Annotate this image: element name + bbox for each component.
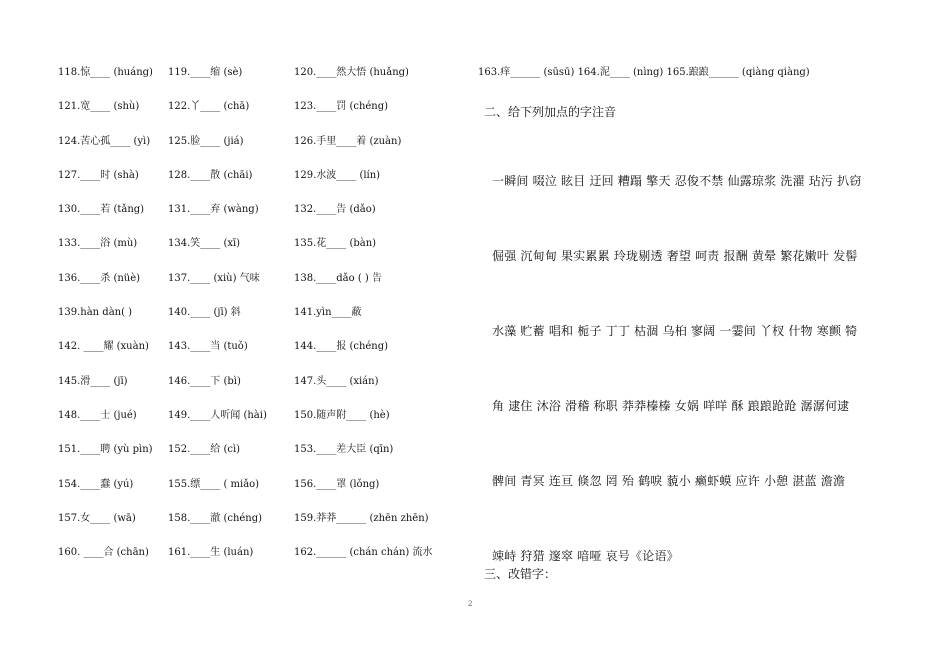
exercise-item: 151.____聘 (yù pìn) xyxy=(58,444,153,456)
exercise-item: 136.____杀 (nüè) xyxy=(58,272,141,284)
exercise-item: 122.丫____ (chā) xyxy=(168,101,250,113)
character-line: 一瞬间 啜泣 眩目 迂回 糟蹋 擎天 忍俊不禁 仙露琼浆 洗濯 玷污 扒窃 xyxy=(492,174,862,188)
exercise-row xyxy=(58,512,478,546)
exercise-item: 156.____罩 (lǒng) xyxy=(294,478,380,490)
right-column xyxy=(478,66,898,581)
exercise-item: 132.____告 (dǎo) xyxy=(294,204,376,216)
exercise-row xyxy=(58,66,478,100)
exercise-row xyxy=(58,203,478,237)
exercise-row xyxy=(58,135,478,169)
exercise-item: 158.____澈 (chéng) xyxy=(168,512,263,524)
exercise-item: 153.____差大臣 (qīn) xyxy=(294,444,394,456)
left-column xyxy=(58,66,478,580)
character-line: 角 逮住 沐浴 滑稽 称职 莽莽榛榛 女娲 咩咩 酥 踉踉跄跄 潺潺何逮 xyxy=(492,399,850,413)
exercise-row xyxy=(58,306,478,340)
exercise-item: 142. ____耀 (xuàn) xyxy=(58,341,149,353)
exercise-item: 144.____报 (chéng) xyxy=(294,341,389,353)
exercise-item: 130.____若 (tǎng) xyxy=(58,204,145,216)
exercise-item: 127.____时 (shà) xyxy=(58,169,139,181)
exercise-item: 129.水波____ (lín) xyxy=(294,169,381,181)
exercise-row xyxy=(58,546,478,580)
exercise-item: 145.滑____ (jī) xyxy=(58,375,128,387)
exercise-item: 119.____缩 (sè) xyxy=(168,67,243,78)
exercise-item: 154.____蠢 (yú) xyxy=(58,478,134,490)
exercise-item: 128.____散 (chāi) xyxy=(168,169,253,181)
exercise-item: 125.脸____ (jiá) xyxy=(168,135,244,147)
exercise-item: 147.头____ (xián) xyxy=(294,375,379,387)
exercise-item: 133.____浴 (mù) xyxy=(58,238,138,250)
pinyin-character-list xyxy=(492,144,892,594)
exercise-row xyxy=(58,478,478,512)
exercise-item: 143.____当 (tuǒ) xyxy=(168,341,248,353)
exercise-row xyxy=(58,237,478,271)
character-line: 水藻 贮蓄 唱和 栀子 丁丁 枯涸 乌桕 寥阔 一霎间 丫杈 什物 寒颤 犄 xyxy=(492,324,858,338)
exercise-item: 139.hàn dàn( ) xyxy=(58,307,133,319)
exercise-item: 135.花____ (bàn) xyxy=(294,238,377,250)
character-line: 竦峙 狩猎 邃窣 喑哑 哀号《论语》 xyxy=(492,549,679,563)
exercise-item: 160. ____合 (chān) xyxy=(58,547,149,559)
exercise-item: 146.____下 (bì) xyxy=(168,375,241,387)
exercise-item: 138.____dǎo ( ) 告 xyxy=(294,272,382,284)
exercise-item: 140.____ (jī) 斜 xyxy=(168,307,241,319)
section-2-title: 二、给下列加点的字注音 xyxy=(484,105,617,119)
exercise-item: 124.苦心孤____ (yì) xyxy=(58,135,151,147)
character-line: 髀间 青冥 连亘 倏忽 罔 殆 鹤唳 藐小 癞虾蟆 应许 小憩 湛蓝 澹澹 xyxy=(492,474,846,488)
exercise-item: 161.____生 (luán) xyxy=(168,547,254,559)
exercise-item: 123.____罚 (chéng) xyxy=(294,101,389,113)
exercise-item: 148.____士 (jué) xyxy=(58,409,137,421)
exercise-item: 149.____人听闻 (hài) xyxy=(168,409,267,421)
exercise-item: 120.____然大悟 (huǎng) xyxy=(294,67,409,78)
exercise-item: 121.宽____ (shù) xyxy=(58,101,140,113)
section-3-title: 三、改错字： xyxy=(484,567,557,581)
exercise-item: 141.yìn____蔽 xyxy=(294,307,362,319)
exercise-row xyxy=(58,100,478,134)
exercise-row-continued: 163.痒______ (sūsū) 164.泥____ (nìng) 165.踉踉______ (qiàng qiàng) xyxy=(478,67,810,78)
exercise-row xyxy=(58,409,478,443)
exercise-item: 134.笑____ (xī) xyxy=(168,238,241,250)
exercise-item: 150.随声附____ (hè) xyxy=(294,409,390,421)
exercise-row xyxy=(58,272,478,306)
exercise-item: 159.莽莽______ (zhēn zhēn) xyxy=(294,512,429,524)
exercise-item: 137.____ (xiù) 气味 xyxy=(168,272,260,284)
exercise-item: 155.缥____ ( miǎo) xyxy=(168,478,260,490)
page-number: 2 xyxy=(468,600,473,608)
exercise-item: 131.____弃 (wàng) xyxy=(168,204,259,216)
character-line: 倔强 沉甸甸 果实累累 玲珑剔透 奢望 呵责 报酬 黄晕 繁花嫩叶 发髻 xyxy=(492,249,858,263)
exercise-item: 152.____给 (cì) xyxy=(168,444,241,456)
exercise-row xyxy=(58,443,478,477)
exercise-row xyxy=(58,169,478,203)
exercise-item: 126.手里____着 (zuàn) xyxy=(294,135,402,147)
exercise-item: 118.惊____ (huáng) xyxy=(58,67,153,78)
exercise-row xyxy=(58,375,478,409)
exercise-item: 157.女____ (wā) xyxy=(58,512,136,524)
exercise-row xyxy=(58,340,478,374)
exercise-item: 162.______ (chán chán) 流水 xyxy=(294,547,433,559)
